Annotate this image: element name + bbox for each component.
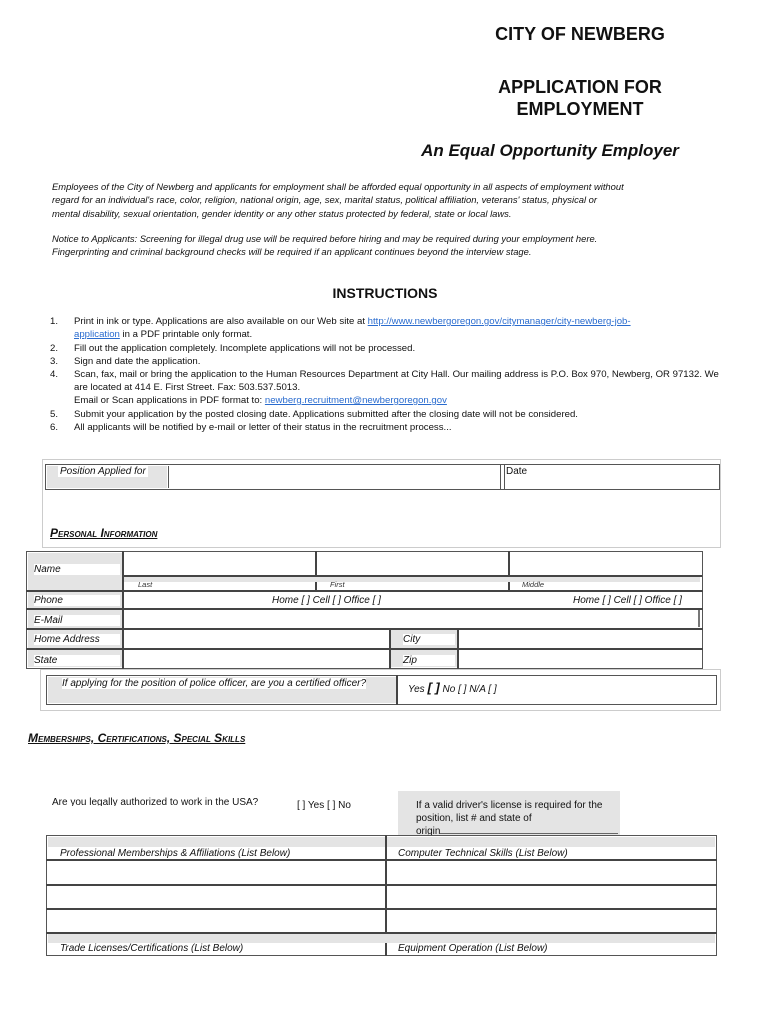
notice-line: Fingerprinting and criminal background checks will be required if an applicant continues beyond the interview stage. (52, 246, 532, 258)
email-label: E-Mail (34, 615, 120, 626)
memberships-header: Professional Memberships & Affiliations (List Below) (60, 848, 291, 859)
yes-option[interactable]: Yes (408, 684, 425, 695)
instruction-1 (74, 315, 644, 341)
zip-input[interactable] (460, 650, 700, 667)
first-label: First (330, 580, 345, 589)
instruction-text: Scan, fax, mail or bring the application to the Human Resources Department at City Hall. Our mailing address is P.O. Box 970, Newberg, OR 97132. We are located at 414 E. First Street. Fax: 503.537.5013. (74, 369, 719, 393)
license-text (416, 799, 618, 838)
police-question: If applying for the position of police officer, are you a certified officer? (62, 678, 367, 689)
phone-type-options-2[interactable]: Home [ ] Cell [ ] Office [ ] (573, 595, 682, 606)
zip-label: Zip (403, 655, 455, 666)
license-line: position, list # and state of (416, 813, 532, 824)
eeo-line: regard for an individual's race, color, religion, national origin, age, sex, marital status, political affiliation, veterans' status, physical or (52, 194, 597, 206)
license-input[interactable] (440, 833, 618, 834)
item-number: 5. (50, 409, 59, 420)
phone-label: Phone (34, 595, 120, 606)
position-input[interactable] (168, 466, 500, 488)
notice (52, 232, 692, 259)
divider (315, 551, 317, 590)
eeo-line: Employees of the City of Newberg and applicants for employment shall be afforded equal opportunity in all aspects of employment without (52, 181, 624, 192)
memberships-heading: Memberships, Certifications, Special Skills (28, 731, 246, 745)
notice-line: Notice to Applicants: Screening for illegal drug use will be required before hiring and may be required during your employment here. (52, 233, 598, 244)
state-label: State (34, 655, 120, 666)
email-link[interactable]: newberg.recruitment@newbergoregon.gov (264, 395, 447, 406)
shade (124, 577, 700, 582)
date-label: Date (506, 466, 528, 477)
work-authorization-question: Are you legally authorized to work in the USA? (52, 797, 259, 806)
instruction-3: Sign and date the application. (74, 356, 201, 367)
item-number: 1. (50, 316, 59, 327)
divider (396, 675, 398, 705)
state-input[interactable] (124, 650, 389, 667)
middle-label: Middle (522, 580, 545, 589)
item-number: 3. (50, 356, 59, 367)
first-name-input[interactable] (317, 553, 507, 575)
city-label: City (403, 634, 455, 645)
divider (508, 551, 510, 590)
city-name: CITY OF NEWBERG (495, 24, 665, 44)
date-input[interactable] (504, 478, 718, 488)
website-link[interactable]: http://www.newbergoregon.gov/citymanager/city-newberg-job-application (74, 316, 631, 340)
position-label: Position Applied for (60, 466, 146, 477)
item-number: 4. (50, 369, 59, 380)
subtitle: An Equal Opportunity Employer (421, 141, 679, 160)
shade (48, 934, 715, 943)
name-label: Name (34, 564, 120, 575)
instructions-title: INSTRUCTIONS (332, 285, 438, 301)
work-authorization-options[interactable]: [ ] Yes [ ] No (297, 800, 351, 811)
license-line: origin (416, 826, 441, 837)
instruction-5: Submit your application by the posted closing date. Applications submitted after the closing date will not be considered. (74, 409, 578, 420)
instruction-6: All applicants will be notified by e-mail or letter of their status in the recruitment process... (74, 422, 452, 433)
item-number: 6. (50, 422, 59, 433)
computer-skills-header: Computer Technical Skills (List Below) (398, 848, 568, 859)
instruction-2: Fill out the application completely. Incomplete applications will not be processed. (74, 343, 416, 354)
last-name-input[interactable] (124, 553, 314, 575)
trade-licenses-header: Trade Licenses/Certifications (List Below) (60, 943, 244, 954)
item-number: 2. (50, 343, 59, 354)
title-line2: EMPLOYMENT (516, 99, 644, 119)
instruction-4 (74, 368, 722, 407)
title-line1: APPLICATION FOR (498, 77, 662, 97)
eeo-line: mental disability, sexual orientation, gender identity or any other status protected by federal, state or local laws. (52, 207, 512, 219)
shade (48, 837, 715, 847)
police-options[interactable] (408, 680, 497, 695)
license-line: If a valid driver's license is required for the (416, 800, 603, 811)
equipment-operation-header: Equipment Operation (List Below) (398, 943, 548, 954)
personal-info-heading: Personal Information (50, 526, 158, 540)
instruction-text: Email or Scan applications in PDF format to: (74, 395, 265, 406)
last-label: Last (138, 580, 153, 589)
divider (26, 590, 703, 592)
email-input[interactable] (124, 610, 700, 627)
eeo-statement (52, 180, 692, 220)
no-na-options[interactable]: No [ ] N/A [ ] (442, 684, 497, 695)
city-input[interactable] (460, 630, 700, 647)
phone-type-options[interactable]: Home [ ] Cell [ ] Office [ ] (272, 595, 381, 606)
yes-checkbox[interactable]: [ ] (427, 680, 440, 695)
computer-skills-input[interactable] (387, 861, 715, 931)
middle-name-input[interactable] (510, 553, 700, 575)
home-address-input[interactable] (124, 630, 389, 647)
instruction-text: in a PDF printable only format. (119, 329, 253, 340)
instruction-text: Print in ink or type. Applications are also available on our Web site at (74, 316, 368, 327)
home-address-label: Home Address (34, 634, 120, 645)
memberships-input[interactable] (48, 861, 384, 931)
